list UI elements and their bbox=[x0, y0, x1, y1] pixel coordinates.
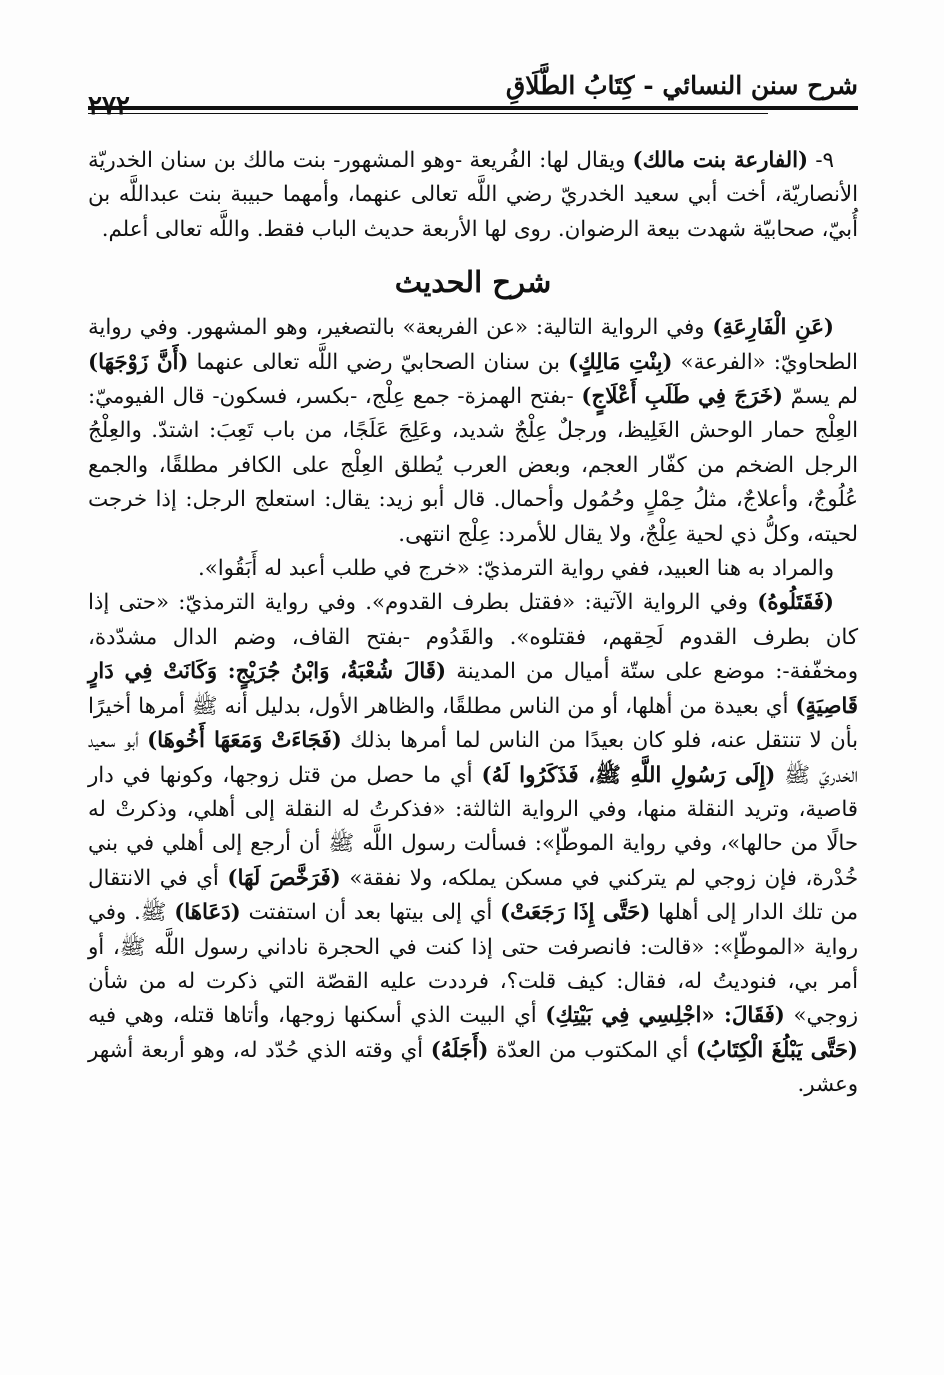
page bbox=[88, 60, 858, 1103]
quoted-hadith-text: (حَتَّى إِذَا رَجَعَتْ) bbox=[500, 900, 651, 926]
commentary-text: لم يسمّ bbox=[782, 384, 859, 410]
commentary-text: أبو سعيد الخدريّ ﷺ bbox=[88, 728, 859, 788]
bio-paragraph bbox=[88, 144, 858, 247]
running-title: شرح سنن النسائي - كِتَابُ الطَّلَاقِ bbox=[505, 71, 858, 100]
section-title: شرح الحديث bbox=[394, 265, 552, 300]
commentary-text: أي إلى بيتها بعد أن استفتت bbox=[240, 900, 501, 926]
quoted-hadith-text: (فَقَتَلُوهُ) bbox=[757, 590, 834, 616]
commentary-text: أي بعيدة من أهلها، أو من الناس مطلقًا، والظاهر الأول، بدليل أنه ﷺ أمرها أخيرًا بأن لا تنتقل عنه، فلو كان بعيدًا من الناس لما أمرها بذلك bbox=[88, 693, 858, 754]
header-rule-thick bbox=[88, 106, 858, 110]
quoted-hadith-text: (فَجَاءَتْ وَمَعَهَا أَخُوهَا) bbox=[147, 728, 342, 754]
quoted-hadith-text: (حَتَّى يَبْلُغَ الْكِتَابُ) bbox=[696, 1037, 858, 1063]
page-content bbox=[88, 144, 858, 1103]
header-rule-thin bbox=[88, 113, 768, 114]
commentary-text: وفي الرواية التالية: «عن الفريعة» بالتصغير، وهو المشهور. وفي رواية الطحاويّ: «الفرعة» bbox=[88, 315, 858, 375]
commentary-text: أي وقته الذي حُدّد له، وهو أربعة أشهر وعشر. bbox=[88, 1037, 858, 1098]
quoted-hadith-text: (عَنِ الْفَارِعَةِ) bbox=[712, 315, 834, 341]
commentary-paragraph bbox=[88, 586, 858, 1102]
page-header bbox=[88, 60, 858, 100]
quoted-hadith-text: (أَنَّ زَوْجَهَا) bbox=[88, 349, 189, 375]
commentary-paragraph bbox=[88, 311, 858, 552]
quoted-hadith-text: (إِلَى رَسُولِ اللَّهِ ﷺ، فَذَكَرُوا لَهُ) bbox=[481, 762, 776, 788]
commentary-text: أي في الانتقال من تلك الدار إلى أهلها bbox=[88, 865, 858, 926]
quoted-hadith-text: (قَالَ شُعْبَةُ، وَابْنُ جُرَيْجٍ: وَكَانَتْ فِي دَارٍ قَاصِيَةٍ) bbox=[88, 659, 858, 719]
commentary-text: ويقال لها: الفُريعة -وهو المشهور- بنت مالك بن سنان الخدريّة الأنصاريّة، أخت أبي سعيد الخدريّ رضي اللَّه تعالى عنهما، وأمهما حبيبة بنت عبداللَّه بن أُبيّ، صحابيّة شهدت بيعة الرضوان. روى لها الأربعة حديث الباب فقط. واللَّه تعالى أعلم. bbox=[88, 148, 858, 242]
quoted-hadith-text: (بِنْتِ مَالِكٍ) bbox=[568, 349, 673, 375]
commentary-text: ﷺ. وفي رواية «الموطّإ»: «قالت: فانصرفت حتى إذا كنت في الحجرة ناداني رسول اللَّه ﷺ، أو أمر بي، فنوديتُ له، فقال: كيف قلت؟، فرددت عليه القصّة التي ذكرت له من شأن زوجي» bbox=[88, 900, 858, 1029]
quoted-hadith-text: (دَعَاهَا) bbox=[174, 900, 241, 926]
commentary-text: أي المكتوب من العدّة bbox=[488, 1037, 696, 1063]
quoted-hadith-text: (خَرَجَ فِي طَلَبِ أَعْلَاجٍ) bbox=[581, 384, 783, 410]
commentary-text: وفي الرواية الآتية: «فقتل بطرف القدوم». وفي رواية الترمذيّ: «حتى إذا كان بطرف القدوم لَحِقهم، فقتلوه». والقَدُوم -بفتح القاف، وضم الدال مشدّدة، ومخفّفة-: موضع على ستّة أميال من المدينة bbox=[88, 590, 858, 685]
commentary-text: بن سنان الصحابيّ رضي اللَّه تعالى عنهما bbox=[188, 349, 569, 375]
commentary-text: -بفتح الهمزة- جمع عِلْج، -بكسر، فسكون- قال الفيوميّ: العِلْج حمار الوحش الغَلِيظ، ورجلٌ عِلْجٌ شديد، وعَلِجَ عَلَجًا، من باب تَعِبَ: اشتدّ. والعِلْجُ الرجل الضخم من كفّار العجم، وبعض العرب يُطلق العِلْج على الكافر مطلقًا، والجمع عُلُوجٌ، وأعلاجٌ، مثلُ حِمْلٍ وحُمُول وأحمال. قال أبو زيد: يقال: استعلج الرجل: إذا خرجت لحيته، وكلُّ ذي لحية عِلْجٌ، ولا يقال للأمرد: عِلْج انتهى. bbox=[88, 384, 858, 547]
quoted-hadith-text: (فَقَالَ: «اجْلِسِي فِي بَيْتِكِ) bbox=[545, 1003, 785, 1029]
commentary-text: والمراد به هنا العبيد، ففي رواية الترمذيّ: «خرج في طلب أعبد له أَبَقُوا». bbox=[197, 556, 834, 582]
commentary-paragraph bbox=[88, 552, 858, 586]
commentary-text: أي البيت الذي أسكنها زوجها، وأتاها قتله، وهي فيه bbox=[88, 1003, 546, 1029]
commentary-text: ٩- bbox=[808, 148, 834, 173]
commentary-text: أي ما حصل من قتل زوجها، وكونها في دار قاصية، وتريد النقلة منها، وفي الرواية الثالثة: «فذكرتُ له النقلة إلى أهلي، وذكرتْ له حالًا من حالها»، وفي رواية الموطّإ»: فسألت رسول اللَّه ﷺ أن أرجع إلى أهلي في بني خُدْرة، فإن زوجي لم يتركني في مسكن يملكه، ولا نفقة» bbox=[88, 762, 858, 891]
quoted-hadith-text: (أَجَلَهُ) bbox=[430, 1037, 489, 1063]
quoted-hadith-text: (الفارعة بنت مالك) bbox=[632, 148, 809, 173]
quoted-hadith-text: (فَرَخَّصَ لَهَا) bbox=[227, 865, 341, 891]
